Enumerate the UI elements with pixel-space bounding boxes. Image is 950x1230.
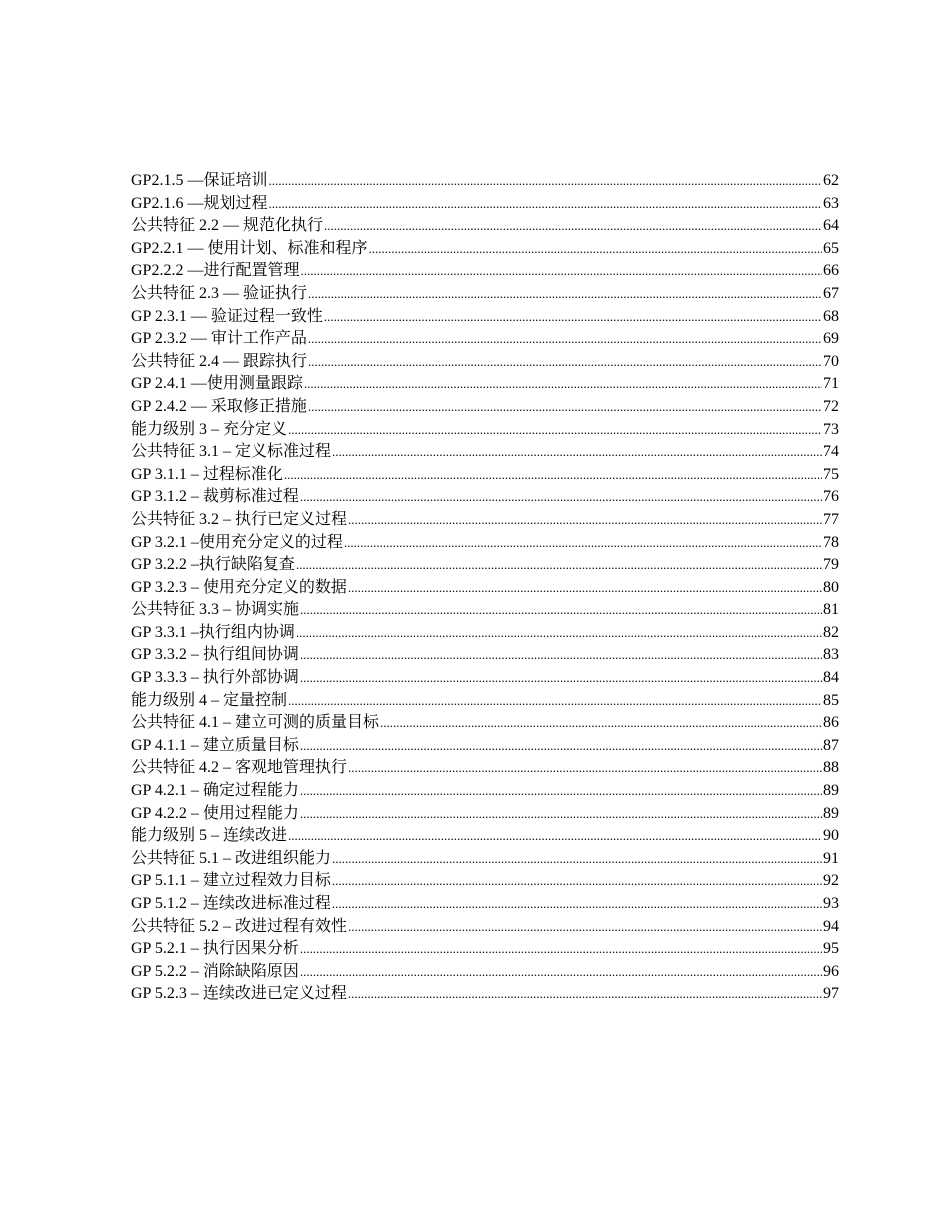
toc-entry-title: 能力级别 3 – 充分定义 (131, 420, 288, 438)
toc-entry-page-number: 85 (823, 691, 839, 709)
toc-entry[interactable] (131, 825, 839, 848)
toc-entry[interactable] (131, 644, 839, 667)
toc-dot-leader (300, 599, 822, 622)
toc-entry-page-number: 84 (823, 669, 839, 687)
toc-entry-page-number: 79 (823, 556, 839, 574)
toc-entry-title: GP 3.1.1 – 过程标准化 (131, 465, 283, 483)
toc-entry[interactable] (131, 532, 839, 555)
toc-entry-page-number: 76 (823, 488, 839, 506)
toc-entry[interactable] (131, 509, 839, 532)
toc-entry[interactable] (131, 351, 839, 374)
toc-entry-title: GP 3.1.2 – 裁剪标准过程 (131, 488, 299, 506)
toc-dot-leader (344, 532, 822, 555)
toc-entry-title: 公共特征 3.3 – 协调实施 (131, 601, 300, 619)
toc-entry[interactable] (131, 283, 839, 306)
toc-entry-title: GP 5.2.2 – 消除缺陷原因 (131, 962, 299, 980)
toc-entry-page-number: 82 (823, 623, 839, 641)
toc-entry-page-number: 73 (823, 420, 839, 438)
toc-dot-leader (324, 215, 822, 238)
toc-dot-leader (296, 554, 822, 577)
toc-entry[interactable] (131, 757, 839, 780)
toc-dot-leader (308, 351, 822, 374)
toc-entry-page-number: 81 (823, 601, 839, 619)
toc-dot-leader (268, 170, 822, 193)
toc-dot-leader (332, 893, 822, 916)
toc-entry[interactable] (131, 780, 839, 803)
table-of-contents (131, 170, 839, 1006)
toc-dot-leader (288, 690, 822, 713)
toc-entry-title: 公共特征 2.3 — 验证执行 (131, 284, 308, 302)
toc-entry-page-number: 71 (823, 375, 839, 393)
toc-entry[interactable] (131, 870, 839, 893)
toc-entry-page-number: 66 (823, 262, 839, 280)
toc-entry-page-number: 96 (823, 962, 839, 980)
toc-entry-title: 公共特征 5.2 – 改进过程有效性 (131, 917, 348, 935)
toc-dot-leader (288, 419, 822, 442)
toc-entry-page-number: 75 (823, 465, 839, 483)
toc-entry-title: GP 2.4.1 —使用测量跟踪 (131, 375, 303, 393)
toc-entry[interactable] (131, 215, 839, 238)
toc-entry-title: GP2.1.5 —保证培训 (131, 172, 268, 189)
toc-entry-title: GP 4.2.2 – 使用过程能力 (131, 804, 299, 822)
toc-entry-title: 公共特征 4.2 – 客观地管理执行 (131, 759, 348, 777)
toc-dot-leader (300, 486, 822, 509)
toc-entry-page-number: 78 (823, 533, 839, 551)
toc-entry-page-number: 86 (823, 714, 839, 732)
toc-entry[interactable] (131, 170, 839, 193)
toc-entry[interactable] (131, 893, 839, 916)
toc-dot-leader (288, 825, 822, 848)
toc-entry-title: GP 4.2.1 – 确定过程能力 (131, 782, 299, 800)
toc-entry-page-number: 67 (823, 284, 839, 302)
toc-dot-leader (284, 464, 822, 487)
toc-entry[interactable] (131, 464, 839, 487)
toc-entry[interactable] (131, 419, 839, 442)
toc-entry[interactable] (131, 441, 839, 464)
toc-entry-title: GP 3.3.3 – 执行外部协调 (131, 669, 299, 687)
toc-entry-page-number: 95 (823, 940, 839, 958)
toc-entry[interactable] (131, 938, 839, 961)
toc-entry[interactable] (131, 803, 839, 826)
toc-dot-leader (368, 238, 822, 261)
toc-entry-title: 能力级别 4 – 定量控制 (131, 691, 288, 709)
toc-entry-title: GP 5.2.1 – 执行因果分析 (131, 940, 299, 958)
toc-entry[interactable] (131, 554, 839, 577)
toc-entry-page-number: 97 (823, 985, 839, 1003)
toc-dot-leader (308, 283, 822, 306)
toc-entry-title: 公共特征 3.2 – 执行已定义过程 (131, 510, 348, 528)
toc-entry-page-number: 64 (823, 217, 839, 235)
toc-entry[interactable] (131, 599, 839, 622)
toc-dot-leader (348, 509, 822, 532)
toc-dot-leader (300, 961, 822, 984)
toc-dot-leader (268, 193, 822, 216)
toc-dot-leader (348, 577, 822, 600)
toc-dot-leader (324, 306, 822, 329)
toc-entry[interactable] (131, 712, 839, 735)
toc-dot-leader (332, 441, 822, 464)
toc-entry-page-number: 80 (823, 578, 839, 596)
toc-entry[interactable] (131, 622, 839, 645)
toc-entry-page-number: 83 (823, 646, 839, 664)
toc-dot-leader (300, 667, 822, 690)
toc-entry-title: 公共特征 3.1 – 定义标准过程 (131, 443, 332, 461)
toc-dot-leader (332, 848, 822, 871)
toc-entry-page-number: 91 (823, 849, 839, 867)
toc-entry[interactable] (131, 690, 839, 713)
toc-entry-title: 公共特征 2.4 — 跟踪执行 (131, 352, 308, 370)
toc-entry-page-number: 62 (823, 172, 839, 189)
toc-entry-page-number: 88 (823, 759, 839, 777)
toc-entry-page-number: 89 (823, 804, 839, 822)
toc-entry-title: 公共特征 5.1 – 改进组织能力 (131, 849, 332, 867)
toc-entry-title: 公共特征 2.2 — 规范化执行 (131, 217, 324, 235)
toc-entry[interactable] (131, 735, 839, 758)
toc-dot-leader (308, 328, 822, 351)
toc-entry-page-number: 89 (823, 782, 839, 800)
toc-entry-title: GP2.1.6 —规划过程 (131, 194, 268, 212)
toc-dot-leader (300, 938, 822, 961)
toc-entry-page-number: 94 (823, 917, 839, 935)
toc-entry[interactable] (131, 373, 839, 396)
toc-entry-title: GP 3.2.2 –执行缺陷复查 (131, 556, 295, 574)
toc-entry[interactable] (131, 238, 839, 261)
toc-dot-leader (348, 757, 822, 780)
toc-entry-title: GP 2.3.1 — 验证过程一致性 (131, 307, 323, 325)
toc-entry-title: GP 5.1.1 – 建立过程效力目标 (131, 872, 331, 890)
toc-entry-title: GP 5.2.3 – 连续改进已定义过程 (131, 985, 347, 1003)
toc-entry-title: GP2.2.2 —进行配置管理 (131, 262, 300, 280)
toc-entry-title: 能力级别 5 – 连续改进 (131, 827, 288, 845)
toc-entry-page-number: 74 (823, 443, 839, 461)
toc-dot-leader (300, 735, 822, 758)
toc-entry-page-number: 63 (823, 194, 839, 212)
toc-entry[interactable] (131, 306, 839, 329)
toc-entry-page-number: 70 (823, 352, 839, 370)
toc-entry-page-number: 65 (823, 239, 839, 257)
toc-dot-leader (348, 983, 822, 1006)
toc-entry-title: GP 3.2.1 –使用充分定义的过程 (131, 533, 343, 551)
toc-dot-leader (296, 622, 822, 645)
toc-dot-leader (380, 712, 822, 735)
toc-entry[interactable] (131, 260, 839, 283)
toc-entry-page-number: 68 (823, 307, 839, 325)
toc-dot-leader (300, 780, 822, 803)
toc-entry-title: GP 3.3.1 –执行组内协调 (131, 623, 295, 641)
toc-entry-page-number: 77 (823, 510, 839, 528)
toc-entry-page-number: 87 (823, 736, 839, 754)
toc-entry-title: GP2.2.1 — 使用计划、标准和程序 (131, 239, 368, 257)
toc-entry-title: GP 4.1.1 – 建立质量目标 (131, 736, 299, 754)
toc-entry-title: GP 3.3.2 – 执行组间协调 (131, 646, 299, 664)
toc-entry-page-number: 90 (823, 827, 839, 845)
toc-dot-leader (304, 373, 822, 396)
toc-entry[interactable] (131, 916, 839, 939)
toc-entry-title: GP 3.2.3 – 使用充分定义的数据 (131, 578, 347, 596)
toc-entry-page-number: 69 (823, 330, 839, 348)
toc-dot-leader (332, 870, 822, 893)
toc-entry[interactable] (131, 983, 839, 1006)
toc-entry[interactable] (131, 328, 839, 351)
toc-dot-leader (300, 803, 822, 826)
toc-entry[interactable] (131, 193, 839, 216)
toc-entry[interactable] (131, 486, 839, 509)
toc-entry-title: GP 2.4.2 — 采取修正措施 (131, 397, 307, 415)
toc-entry-page-number: 92 (823, 872, 839, 890)
toc-entry-page-number: 72 (823, 397, 839, 415)
toc-entry[interactable] (131, 667, 839, 690)
toc-entry-title: 公共特征 4.1 – 建立可测的质量目标 (131, 714, 380, 732)
toc-entry[interactable] (131, 961, 839, 984)
toc-dot-leader (300, 644, 822, 667)
toc-dot-leader (308, 396, 822, 419)
toc-entry-page-number: 93 (823, 895, 839, 912)
toc-entry-title: GP 5.1.2 – 连续改进标准过程 (131, 895, 331, 912)
toc-dot-leader (348, 916, 822, 939)
toc-entry[interactable] (131, 848, 839, 871)
toc-entry-title: GP 2.3.2 — 审计工作产品 (131, 330, 307, 348)
toc-entry[interactable] (131, 396, 839, 419)
toc-dot-leader (300, 260, 822, 283)
toc-entry[interactable] (131, 577, 839, 600)
